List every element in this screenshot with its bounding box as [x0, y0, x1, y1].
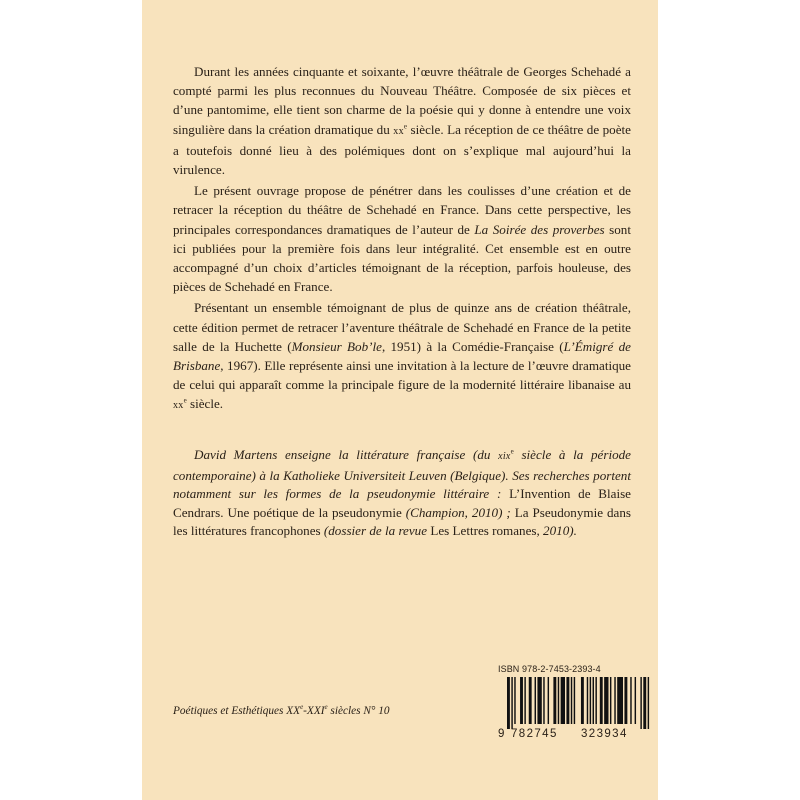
barcode-bar [543, 677, 544, 724]
century-numeral: xx [173, 400, 184, 412]
barcode-bar [511, 677, 512, 729]
text-span: Poétiques et Esthétiques XX [173, 705, 301, 717]
superscript: e [300, 703, 304, 712]
barcode-bar [553, 677, 556, 724]
blurb-paragraph-2 [173, 181, 631, 296]
blurb-paragraph-1 [173, 62, 631, 179]
superscript: e [403, 122, 408, 131]
barcode-bar [581, 677, 584, 724]
blurb-text [173, 62, 631, 418]
journal-title: Les Lettres romanes [430, 523, 537, 539]
barcode-bar [561, 677, 565, 724]
barcode-bar [574, 677, 575, 724]
barcode-bar [524, 677, 525, 724]
barcode-bar [600, 677, 603, 724]
blurb-paragraph-3 [173, 298, 631, 415]
barcode-bar [548, 677, 549, 724]
book-title: L’Invention de Blaise Cendrars. Une poétique de la pseudonymie [173, 486, 631, 520]
barcode-bar [558, 677, 559, 724]
barcode-bar [614, 677, 615, 724]
play-title: L’Émigré de Brisbane [173, 338, 631, 374]
century-numeral: xix [498, 451, 511, 462]
century-numeral: xx [393, 125, 404, 137]
ean-right-group: 323934 [581, 728, 628, 740]
text-span: , 1967). Elle représente ainsi une invitation à la lecture de l’œuvre dramatique de celui qui apparaît comme la principale figure de la modernité littéraire libanaise au [173, 358, 631, 393]
play-title: Monsieur Bob’le [291, 338, 382, 354]
superscript: e [510, 447, 514, 456]
barcode-bar [640, 677, 641, 729]
barcode-bars [498, 677, 652, 729]
barcode-bar [593, 677, 594, 724]
text-span: siècles N° 10 [327, 705, 390, 717]
series-title [173, 705, 463, 717]
back-cover [142, 0, 658, 800]
barcode-bar [507, 677, 510, 729]
barcode-bar [617, 677, 623, 724]
barcode-bar [590, 677, 591, 724]
barcode-bar [624, 677, 627, 724]
text-span: (Champion, 2010) ; [401, 504, 515, 520]
superscript: e [324, 703, 328, 712]
barcode-bar [514, 677, 515, 724]
barcode-bar [595, 677, 596, 724]
text-span: Le présent ouvrage propose de pénétrer dans les coulisses d’une création et de retracer la réception du théâtre de Schehadé en France. Dans cette perspective, les principales correspondances dramatiques de l’auteur de [173, 183, 631, 237]
barcode-bar [630, 677, 631, 724]
barcode-bar [610, 677, 611, 724]
author-bio [173, 446, 631, 541]
barcode-bar [648, 677, 649, 729]
ean-left-group: 782745 [511, 728, 558, 740]
text-span: siècle à la période contemporaine) à la Katholieke Universiteit Leuven (Belgique). Ses recherches portent notamment sur les formes de la pseudonymie littéraire : [173, 447, 631, 502]
text-span: Présentant un ensemble témoignant de plus de quinze ans de création théâtrale, cette édition permet de retracer l’aventure théâtrale de Schehadé en France de la petite salle de la Huchette ( [173, 300, 631, 354]
text-span: siècle. La réception de ce théâtre de poète a toutefois donné lieu à des polémiques dont on s’explique mal aujourd’hui la virulence. [173, 121, 631, 178]
barcode-bar [537, 677, 541, 724]
text-span: David Martens enseigne la littérature française (du [194, 447, 499, 462]
barcode-bar [587, 677, 588, 724]
text-span: -XXI [303, 705, 325, 717]
barcode-bar [529, 677, 532, 724]
text-span: siècle. [186, 396, 224, 412]
text-span: , 2010). [536, 523, 577, 539]
barcode-bar [520, 677, 523, 724]
barcode-bar [535, 677, 536, 724]
ean-first-digit: 9 [498, 728, 505, 740]
text-span: sont ici publiées pour la première fois dans leur intégralité. Cet ensemble est en outre accompagné d’un choix d’articles témoignant de la réception, parfois houleuse, des pièces de Schehadé en France. [173, 221, 631, 295]
barcode-bar [604, 677, 608, 724]
text-span: Durant les années cinquante et soixante, l’œuvre théâtrale de Georges Schehadé a compté parmi les plus reconnues du Nouveau Théâtre. Composée de six pièces et d’une pantomime, elle tient son charme de la poésie qui y donne à entendre une voix singulière dans la création dramatique du [173, 64, 631, 137]
superscript: e [183, 397, 187, 406]
barcode-bar [635, 677, 636, 724]
barcode-bar [566, 677, 569, 724]
text-span: (dossier de la revue [320, 523, 431, 539]
book-title: La Soirée des proverbes [474, 221, 605, 237]
barcode-bar [571, 677, 572, 724]
isbn-barcode [496, 664, 658, 746]
barcode-bar [643, 677, 646, 729]
book-title: La Pseudonymie dans les littératures francophones [173, 504, 631, 539]
isbn-label: ISBN 978-2-7453-2393-4 [498, 664, 601, 674]
text-span: , 1951) à la Comédie-Française ( [381, 338, 564, 354]
